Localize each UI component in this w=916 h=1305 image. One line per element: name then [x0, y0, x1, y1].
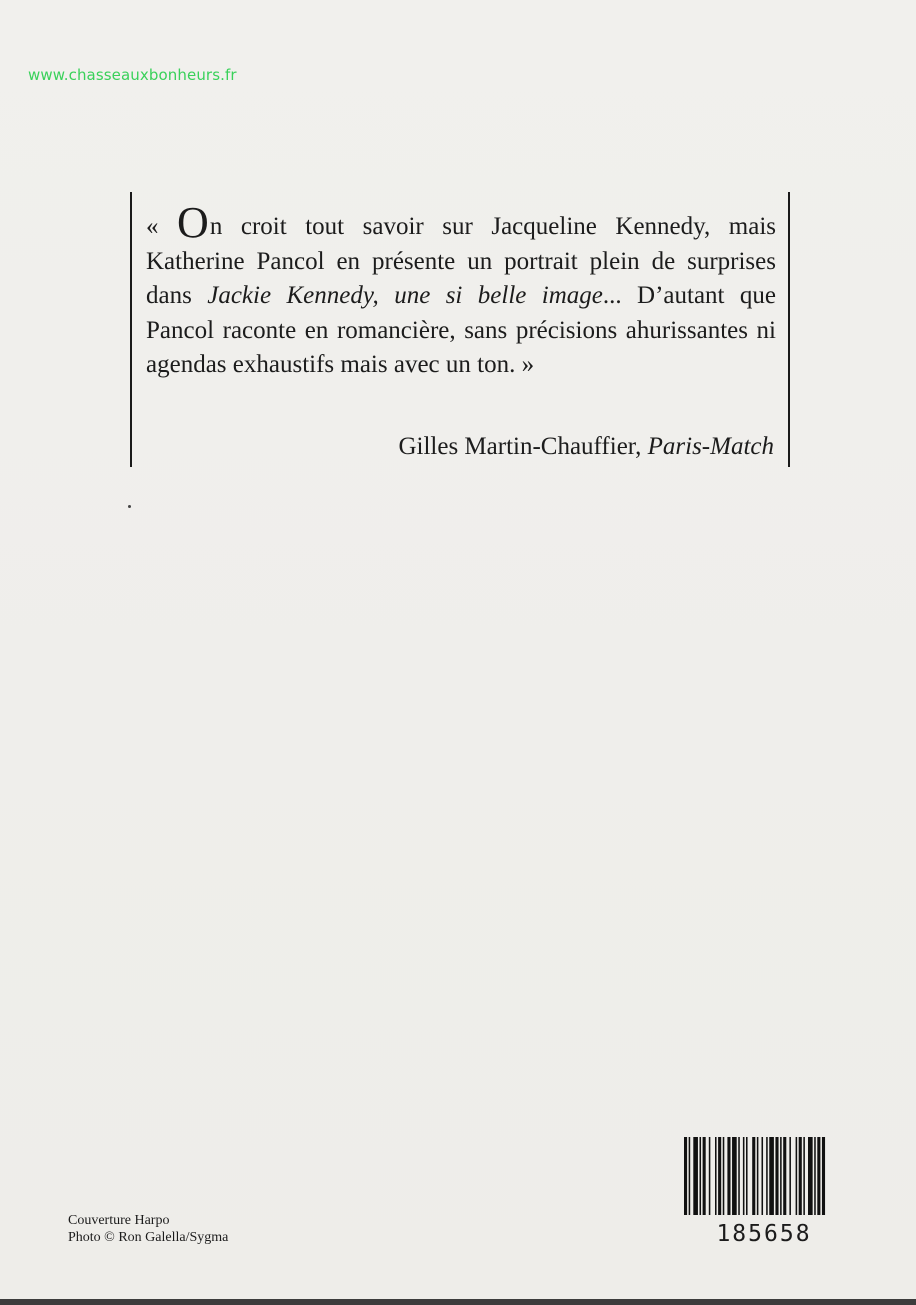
barcode-bar [822, 1137, 825, 1215]
review-quote-text [146, 198, 777, 383]
barcode-bar [775, 1137, 778, 1215]
review-quote-box [130, 192, 790, 467]
barcode-bar [723, 1137, 725, 1215]
barcode-bar [814, 1137, 816, 1215]
barcode-bar [715, 1137, 717, 1215]
quote-book-title: Jackie Kennedy, une si belle image [207, 282, 603, 309]
barcode-bar [700, 1137, 702, 1215]
barcode-bars [682, 1137, 846, 1217]
watermark-url: www.chasseauxbonheurs.fr [28, 66, 237, 84]
barcode-bar [762, 1137, 764, 1215]
cover-credits [68, 1212, 228, 1246]
barcode-bar [757, 1137, 759, 1215]
barcode-bar [718, 1137, 721, 1215]
quote-left-rule [130, 192, 132, 467]
print-speck [128, 505, 131, 508]
quote-open-mark: « [146, 213, 178, 240]
barcode-bar [689, 1137, 691, 1215]
quote-text-part1: n croit tout savoir sur Jacqueline Kennedy, mais Katherine Pancol en présente un portrait plein de surprises dans [146, 213, 777, 309]
barcode-bar [727, 1137, 730, 1215]
barcode-bar [732, 1137, 737, 1215]
barcode-bar [693, 1137, 698, 1215]
barcode-bar [817, 1137, 820, 1215]
barcode-bar [766, 1137, 768, 1215]
attribution-author: Gilles Martin-Chauffier, [398, 433, 648, 460]
barcode-bar [780, 1137, 782, 1215]
barcode-bar [789, 1137, 791, 1215]
attribution-publication: Paris-Match [647, 433, 774, 460]
barcode [682, 1137, 846, 1253]
barcode-number: 185658 [716, 1221, 812, 1247]
barcode-bar [746, 1137, 748, 1215]
quote-right-rule [788, 192, 790, 467]
barcode-bar [769, 1137, 774, 1215]
barcode-bar [684, 1137, 687, 1215]
quote-initial-letter: O [177, 198, 209, 247]
quote-text-part2: ... D’autant que Pancol raconte en romancière, sans précisions ahurissantes ni agendas exhaustifs mais avec un ton. » [146, 282, 776, 378]
barcode-bar [799, 1137, 802, 1215]
barcode-bar [743, 1137, 745, 1215]
page-bottom-edge [0, 1299, 916, 1305]
photo-credit-line: Photo © Ron Galella/Sygma [68, 1230, 229, 1245]
cover-credit-line: Couverture Harpo [68, 1213, 170, 1228]
quote-attribution [398, 433, 774, 461]
barcode-bar [752, 1137, 755, 1215]
barcode-bar [803, 1137, 805, 1215]
barcode-bar [796, 1137, 798, 1215]
barcode-bar [808, 1137, 813, 1215]
barcode-bar [783, 1137, 786, 1215]
barcode-bar [709, 1137, 711, 1215]
barcode-bar [738, 1137, 740, 1215]
barcode-bar [703, 1137, 706, 1215]
